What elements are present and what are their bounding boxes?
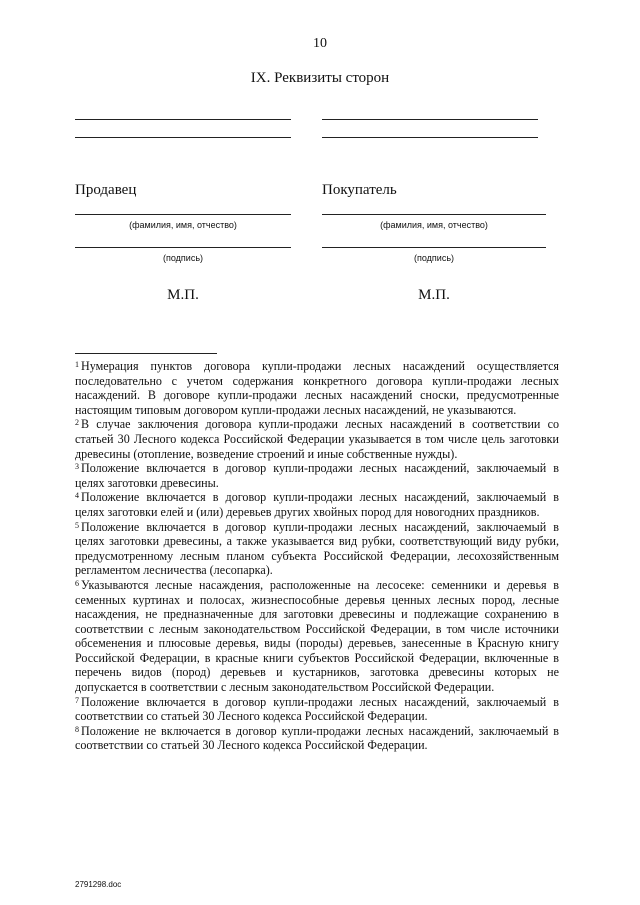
document-code: 2791298.doc (75, 880, 122, 889)
footnote-number: 2 (75, 418, 79, 428)
footnote-text: Положение не включается в договор купли-продажи лесных насаждений, заключаемый в соответствии со статьей 30 Лесного кодекса Российской Федерации. (75, 723, 559, 753)
footnote-number: 4 (75, 491, 79, 501)
footnote-number: 3 (75, 462, 79, 472)
buyer-stamp: М.П. (418, 287, 450, 303)
section-title: IX. Реквизиты сторон (250, 70, 390, 86)
buyer-name-caption: (фамилия, имя, отчество) (380, 220, 488, 230)
footnote-6 (75, 578, 559, 695)
page-number: 10 (313, 36, 327, 51)
footnote-text: Положение включается в договор купли-продажи лесных насаждений, заключаемый в соответствии со статьей 30 Лесного кодекса Российской Федерации. (75, 694, 559, 724)
footnote-2 (75, 417, 559, 461)
seller-signature-line (75, 247, 291, 248)
footnote-number: 6 (75, 578, 79, 588)
footnote-4 (75, 490, 559, 519)
footnote-text: Положение включается в договор купли-продажи лесных насаждений, заключаемый в целях заготовки елей и (или) деревьев других хвойных пород для новогодних праздников. (75, 490, 559, 519)
buyer-requisites-line-2 (322, 137, 538, 138)
buyer-signature-caption: (подпись) (413, 253, 455, 263)
footnote-number: 1 (75, 360, 79, 369)
footnote-5 (75, 520, 559, 578)
footnote-text: В случае заключения договора купли-продажи лесных насаждений в соответствии со статьей 30 Лесного кодекса Российской Федерации указывается в том числе цель заготовки древесины (отопление, возведение строений и иные собственные нужды). (75, 417, 559, 461)
footnote-number: 5 (75, 520, 79, 530)
seller-stamp: М.П. (167, 287, 199, 303)
seller-requisites-line-2 (75, 137, 291, 138)
seller-name-caption: (фамилия, имя, отчество) (129, 220, 237, 230)
footnotes (75, 359, 559, 753)
footnote-separator (75, 353, 217, 354)
footnote-text: Нумерация пунктов договора купли-продажи лесных насаждений осуществляется последовательно с учетом содержания конкретного договора купли-продажи лесных насаждений. В договоре купли-продажи лесных насаждений сноски, предусмотренные настоящим типовым договором купли-продажи лесных насаждений, не указываются. (75, 359, 559, 417)
footnote-8 (75, 724, 559, 753)
footnote-number: 7 (75, 695, 79, 705)
footnote-number: 8 (75, 724, 79, 734)
buyer-label: Покупатель (322, 182, 397, 198)
buyer-requisites-line-1 (322, 119, 538, 120)
seller-name-line (75, 214, 291, 215)
buyer-name-line (322, 214, 546, 215)
footnote-7 (75, 695, 559, 724)
seller-requisites-line-1 (75, 119, 291, 120)
footnote-1 (75, 359, 559, 417)
footnote-text: Положение включается в договор купли-продажи лесных насаждений, заключаемый в целях заготовки древесины, а также указывается вид рубки, соответствующий виду рубки, предусмотренному лесным планом субъекта Российской Федерации, лесохозяйственным регламентом лесничества (лесопарка). (75, 519, 559, 578)
footnote-3 (75, 461, 559, 490)
footnote-text: Положение включается в договор купли-продажи лесных насаждений, заключаемый в целях заготовки древесины. (75, 461, 559, 490)
seller-label: Продавец (75, 182, 137, 198)
buyer-signature-line (322, 247, 546, 248)
footnote-text: Указываются лесные насаждения, расположенные на лесосеке: семенники и деревья в семенных куртинах и полосах, жизнеспособные деревья ценных лесных пород, лесные насаждения, не предназначенные для заготовки древесины и подлежащие сохранению в соответствии с лесным законодательством Российской Федерации, в том числе источники обсеменения и плюсовые деревья, виды (породы) деревьев, занесенные в Красную книгу Российской Федерации, в красные книги субъектов Российской Федерации, включенные в перечень видов (пород) деревьев и кустарников, заготовка древесины которых не допускается в соответствии с лесным законодательством Российской Федерации. (75, 577, 559, 695)
seller-signature-caption: (подпись) (162, 253, 204, 263)
